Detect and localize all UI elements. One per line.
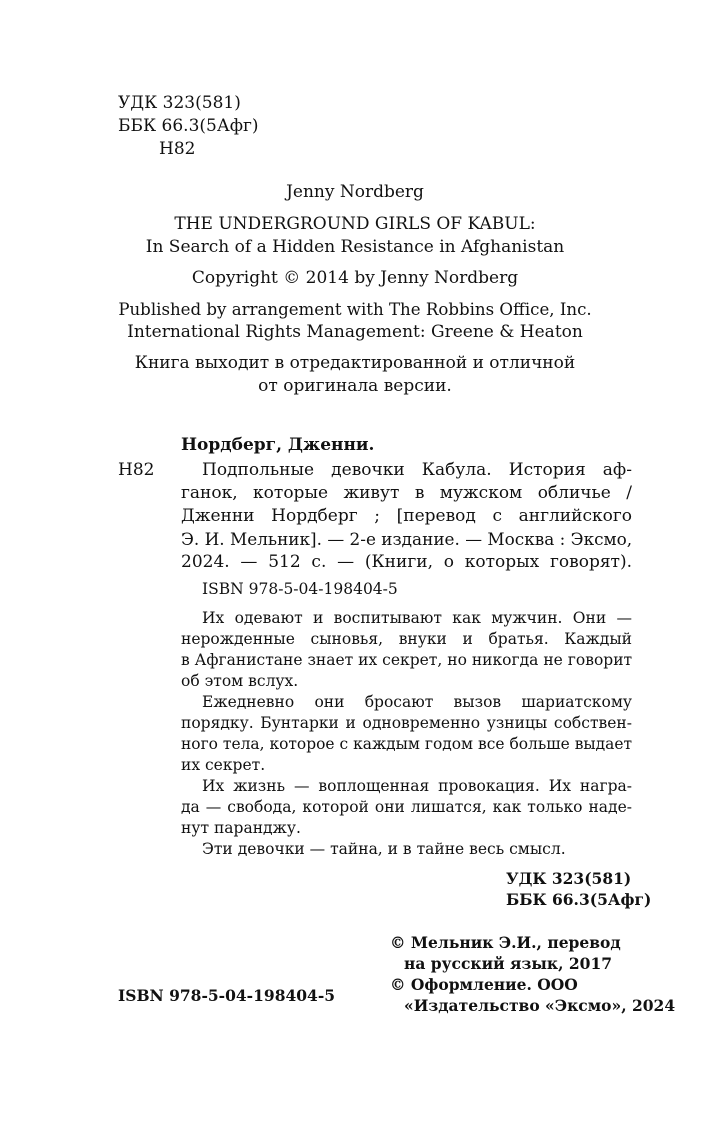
bbk-code: ББК 66.3(5Афг)	[118, 116, 259, 136]
arrangement-line: International Rights Management: Greene & Heaton	[127, 322, 583, 342]
biblio-isbn: ISBN 978-5-04-198404-5	[202, 580, 398, 598]
annotation-line: Эти девочки — тайна, и в тайне весь смысл.	[202, 840, 566, 858]
original-title-line: THE UNDERGROUND GIRLS OF KABUL:	[174, 214, 536, 234]
annotation	[181, 608, 632, 860]
copyright-footer-line: «Издательство «Эксмо», 2024	[404, 996, 676, 1015]
annotation-line: да — свобода, которой они лишатся, как только наде-	[181, 798, 632, 816]
annotation-line: в Афганистане знает их секрет, но никогда не говорит	[181, 651, 633, 669]
annotation-line: об этом вслух.	[181, 672, 299, 690]
isbn-footer: ISBN 978-5-04-198404-5	[118, 986, 336, 1005]
annotation-line: Ежедневно они бросают вызов шариатскому	[202, 693, 632, 711]
udk-footer-code: УДК 323(581)	[506, 869, 632, 888]
copyright-footer-line: на русский язык, 2017	[404, 954, 613, 973]
arrangement-line: Published by arrangement with The Robbins Office, Inc.	[118, 300, 592, 319]
biblio-line: Подпольные девочки Кабула. История аф-	[202, 460, 632, 480]
annotation-line: их секрет.	[181, 756, 266, 774]
annotation-line: нут паранджу.	[181, 819, 301, 837]
copyright-footer	[390, 932, 675, 1016]
biblio-line: Дженни Нордберг ; [перевод с английского	[181, 506, 632, 526]
original-author: Jenny Nordberg	[286, 182, 424, 202]
edition-note-line: Книга выходит в отредактированной и отличной	[134, 353, 576, 373]
edition-note	[118, 352, 592, 398]
annotation-line: порядку. Бунтарки и одновременно узницы собствен-	[181, 714, 632, 732]
original-edition-info	[118, 181, 592, 398]
copyright-line: Copyright © 2014 by Jenny Nordberg	[191, 268, 519, 288]
biblio-line: ганок, которые живут в мужском обличье /	[181, 483, 632, 503]
annotation-paragraph	[181, 776, 632, 839]
annotation-paragraph	[181, 608, 632, 692]
annotation-paragraph	[181, 692, 632, 776]
annotation-paragraph	[181, 839, 632, 860]
annotation-line: ного тела, которое с каждым годом все больше выдает	[181, 735, 632, 753]
annotation-line: Их жизнь — воплощенная провокация. Их награ-	[202, 777, 632, 795]
biblio-mark: Н82	[118, 460, 155, 480]
biblio-heading: Нордберг, Дженни.	[181, 435, 375, 455]
edition-note-line: от оригинала версии.	[258, 376, 452, 396]
annotation-line: нерожденные сыновья, внуки и братья. Каждый	[181, 630, 632, 648]
copyright-footer-line: © Оформление. ООО	[390, 975, 578, 994]
biblio-description	[181, 459, 632, 574]
original-title-line: In Search of a Hidden Resistance in Afghanistan	[145, 237, 565, 257]
biblio-line: 2024. — 512 с. — (Книги, о которых говорят).	[181, 552, 632, 572]
publishing-arrangement	[118, 298, 592, 344]
udk-code: УДК 323(581)	[118, 93, 241, 113]
annotation-line: Их одевают и воспитывают как мужчин. Они —	[202, 609, 632, 627]
author-mark: Н82	[159, 139, 196, 159]
bbk-footer-code: ББК 66.3(5Афг)	[506, 890, 652, 909]
biblio-line: Э. И. Мельник]. — 2-е издание. — Москва : Эксмо,	[181, 529, 633, 549]
original-title	[118, 213, 592, 259]
udk-header	[118, 92, 259, 161]
copyright-footer-line: © Мельник Э.И., перевод	[390, 933, 621, 952]
udk-footer	[506, 868, 651, 910]
